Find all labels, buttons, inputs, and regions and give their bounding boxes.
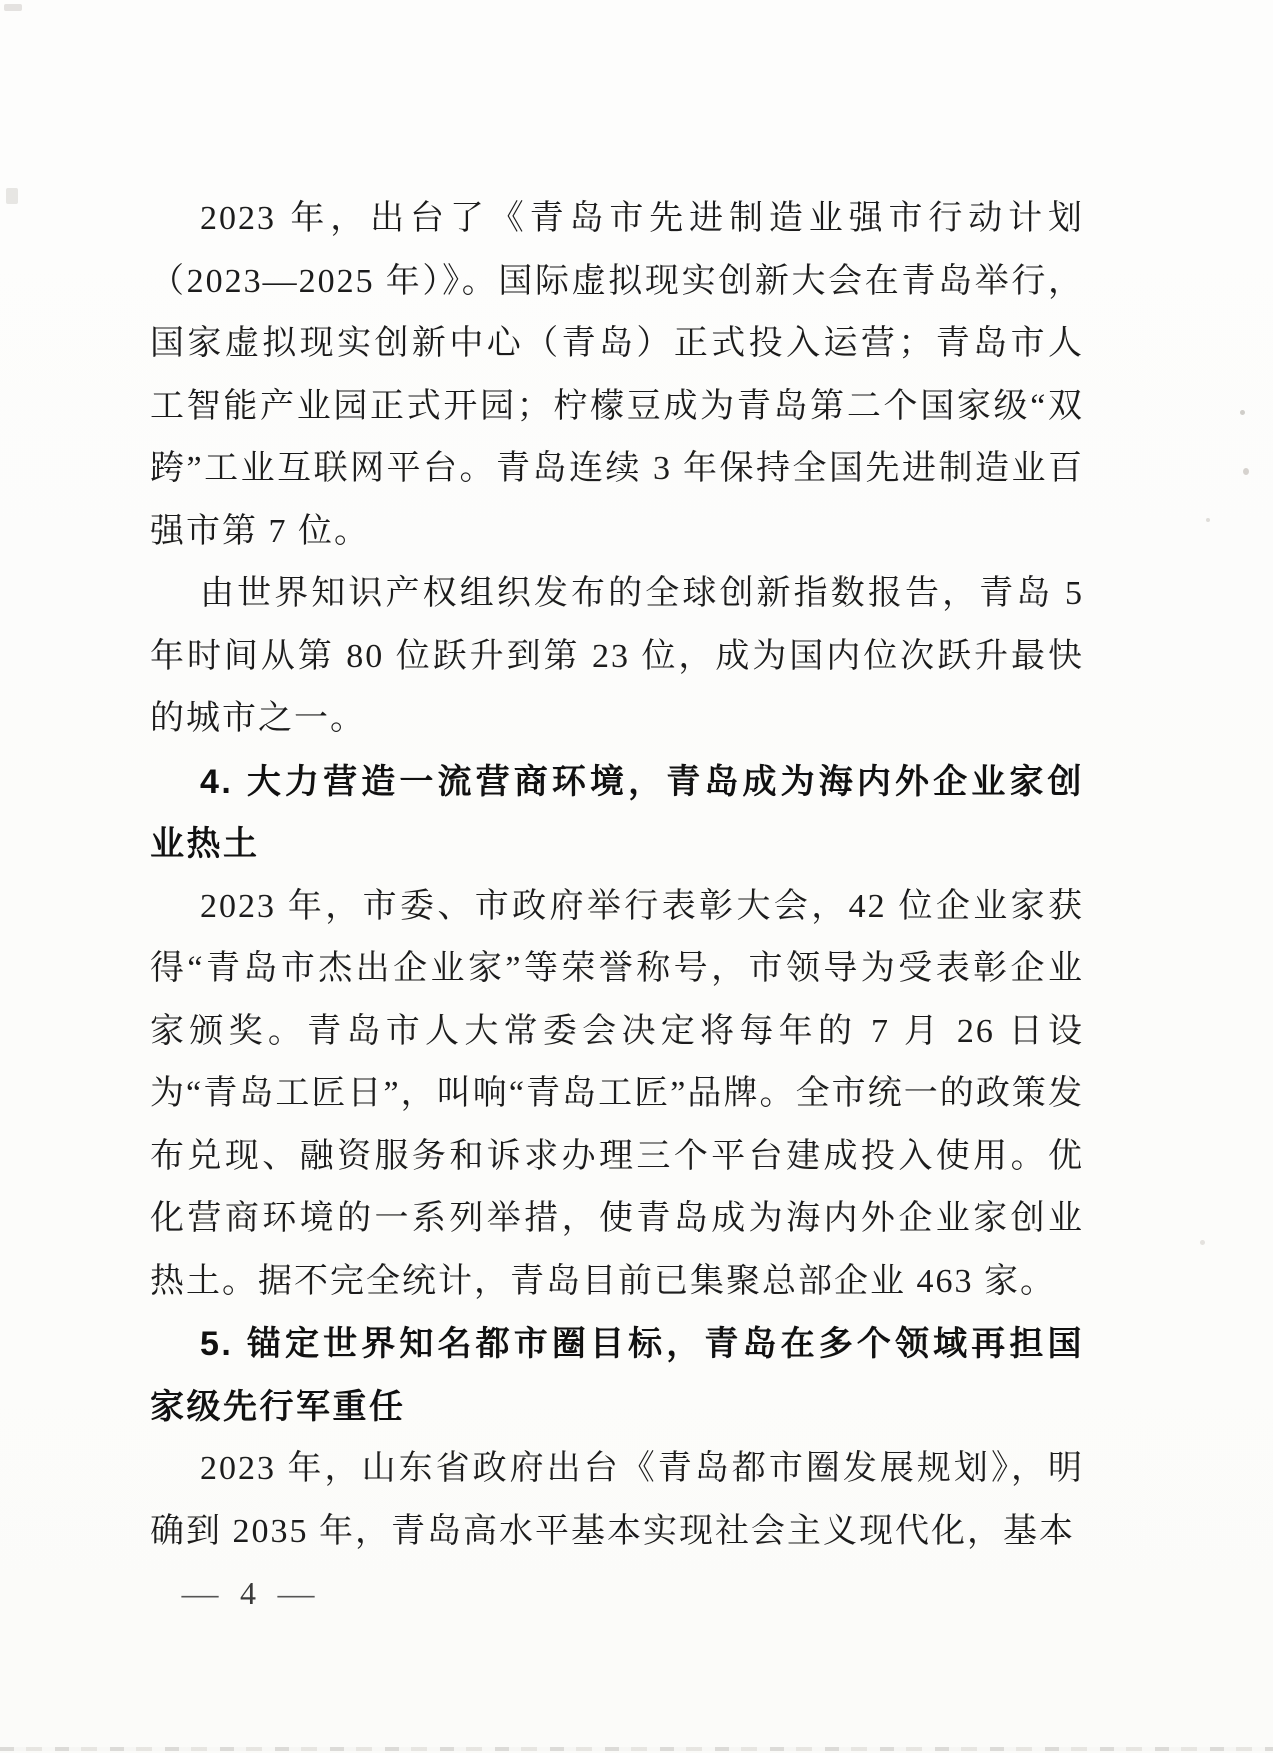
paragraph-metropolitan-plan: 2023 年，山东省政府出台《青岛都市圈发展规划》，明确到 2035 年，青岛高水平基本实现社会主义现代化，基本 (150, 1450, 1084, 1550)
scan-speck (1243, 468, 1249, 475)
scan-speck (1200, 1240, 1205, 1245)
scan-edge-artifact (0, 1747, 1273, 1751)
scan-speck (4, 4, 22, 11)
scan-speck (1206, 518, 1210, 522)
paragraph-business-environment: 2023 年，市委、市政府举行表彰大会，42 位企业家获得“青岛市杰出企业家”等荣誉称号，市领导为受表彰企业家颁奖。青岛市人大常委会决定将每年的 7 月 26 日设为“青岛工匠日”，叫响“青岛工匠”品牌。全市统一的政策发布兑现、融资服务和诉求办理三个平台建成投入使用。优化营商环境的一系列举措，使青岛成为海内外企业家创业热土。据不完全统计，青岛目前已集聚总部企业 463 家。 (150, 887, 1084, 1300)
footer-right-dash: — (277, 1575, 315, 1611)
document-text-block (150, 188, 1084, 1563)
heading-section-4-business-environment: 4. 大力营造一流营商环境，青岛成为海内外企业家创业热土 (150, 762, 1084, 863)
scan-speck (6, 188, 18, 204)
footer-left-dash: — (181, 1575, 219, 1611)
heading-section-5-metropolitan-goal: 5. 锚定世界知名都市圈目标，青岛在多个领域再担国家级先行军重任 (150, 1325, 1084, 1426)
footer-page-number (181, 1575, 315, 1612)
page-number: 4 (240, 1575, 256, 1611)
paragraph-manufacturing-plan: 2023 年，出台了《青岛市先进制造业强市行动计划（2023—2025 年）》。国际虚拟现实创新大会在青岛举行，国家虚拟现实创新中心（青岛）正式投入运营；青岛市人工智能产业园正式开园；柠檬豆成为青岛第二个国家级“双跨”工业互联网平台。青岛连续 3 年保持全国先进制造业百强市第 7 位。 (150, 200, 1084, 550)
scan-speck (1240, 410, 1245, 415)
paragraph-innovation-index: 由世界知识产权组织发布的全球创新指数报告，青岛 5 年时间从第 80 位跃升到第 23 位，成为国内位次跃升最快的城市之一。 (150, 575, 1084, 737)
